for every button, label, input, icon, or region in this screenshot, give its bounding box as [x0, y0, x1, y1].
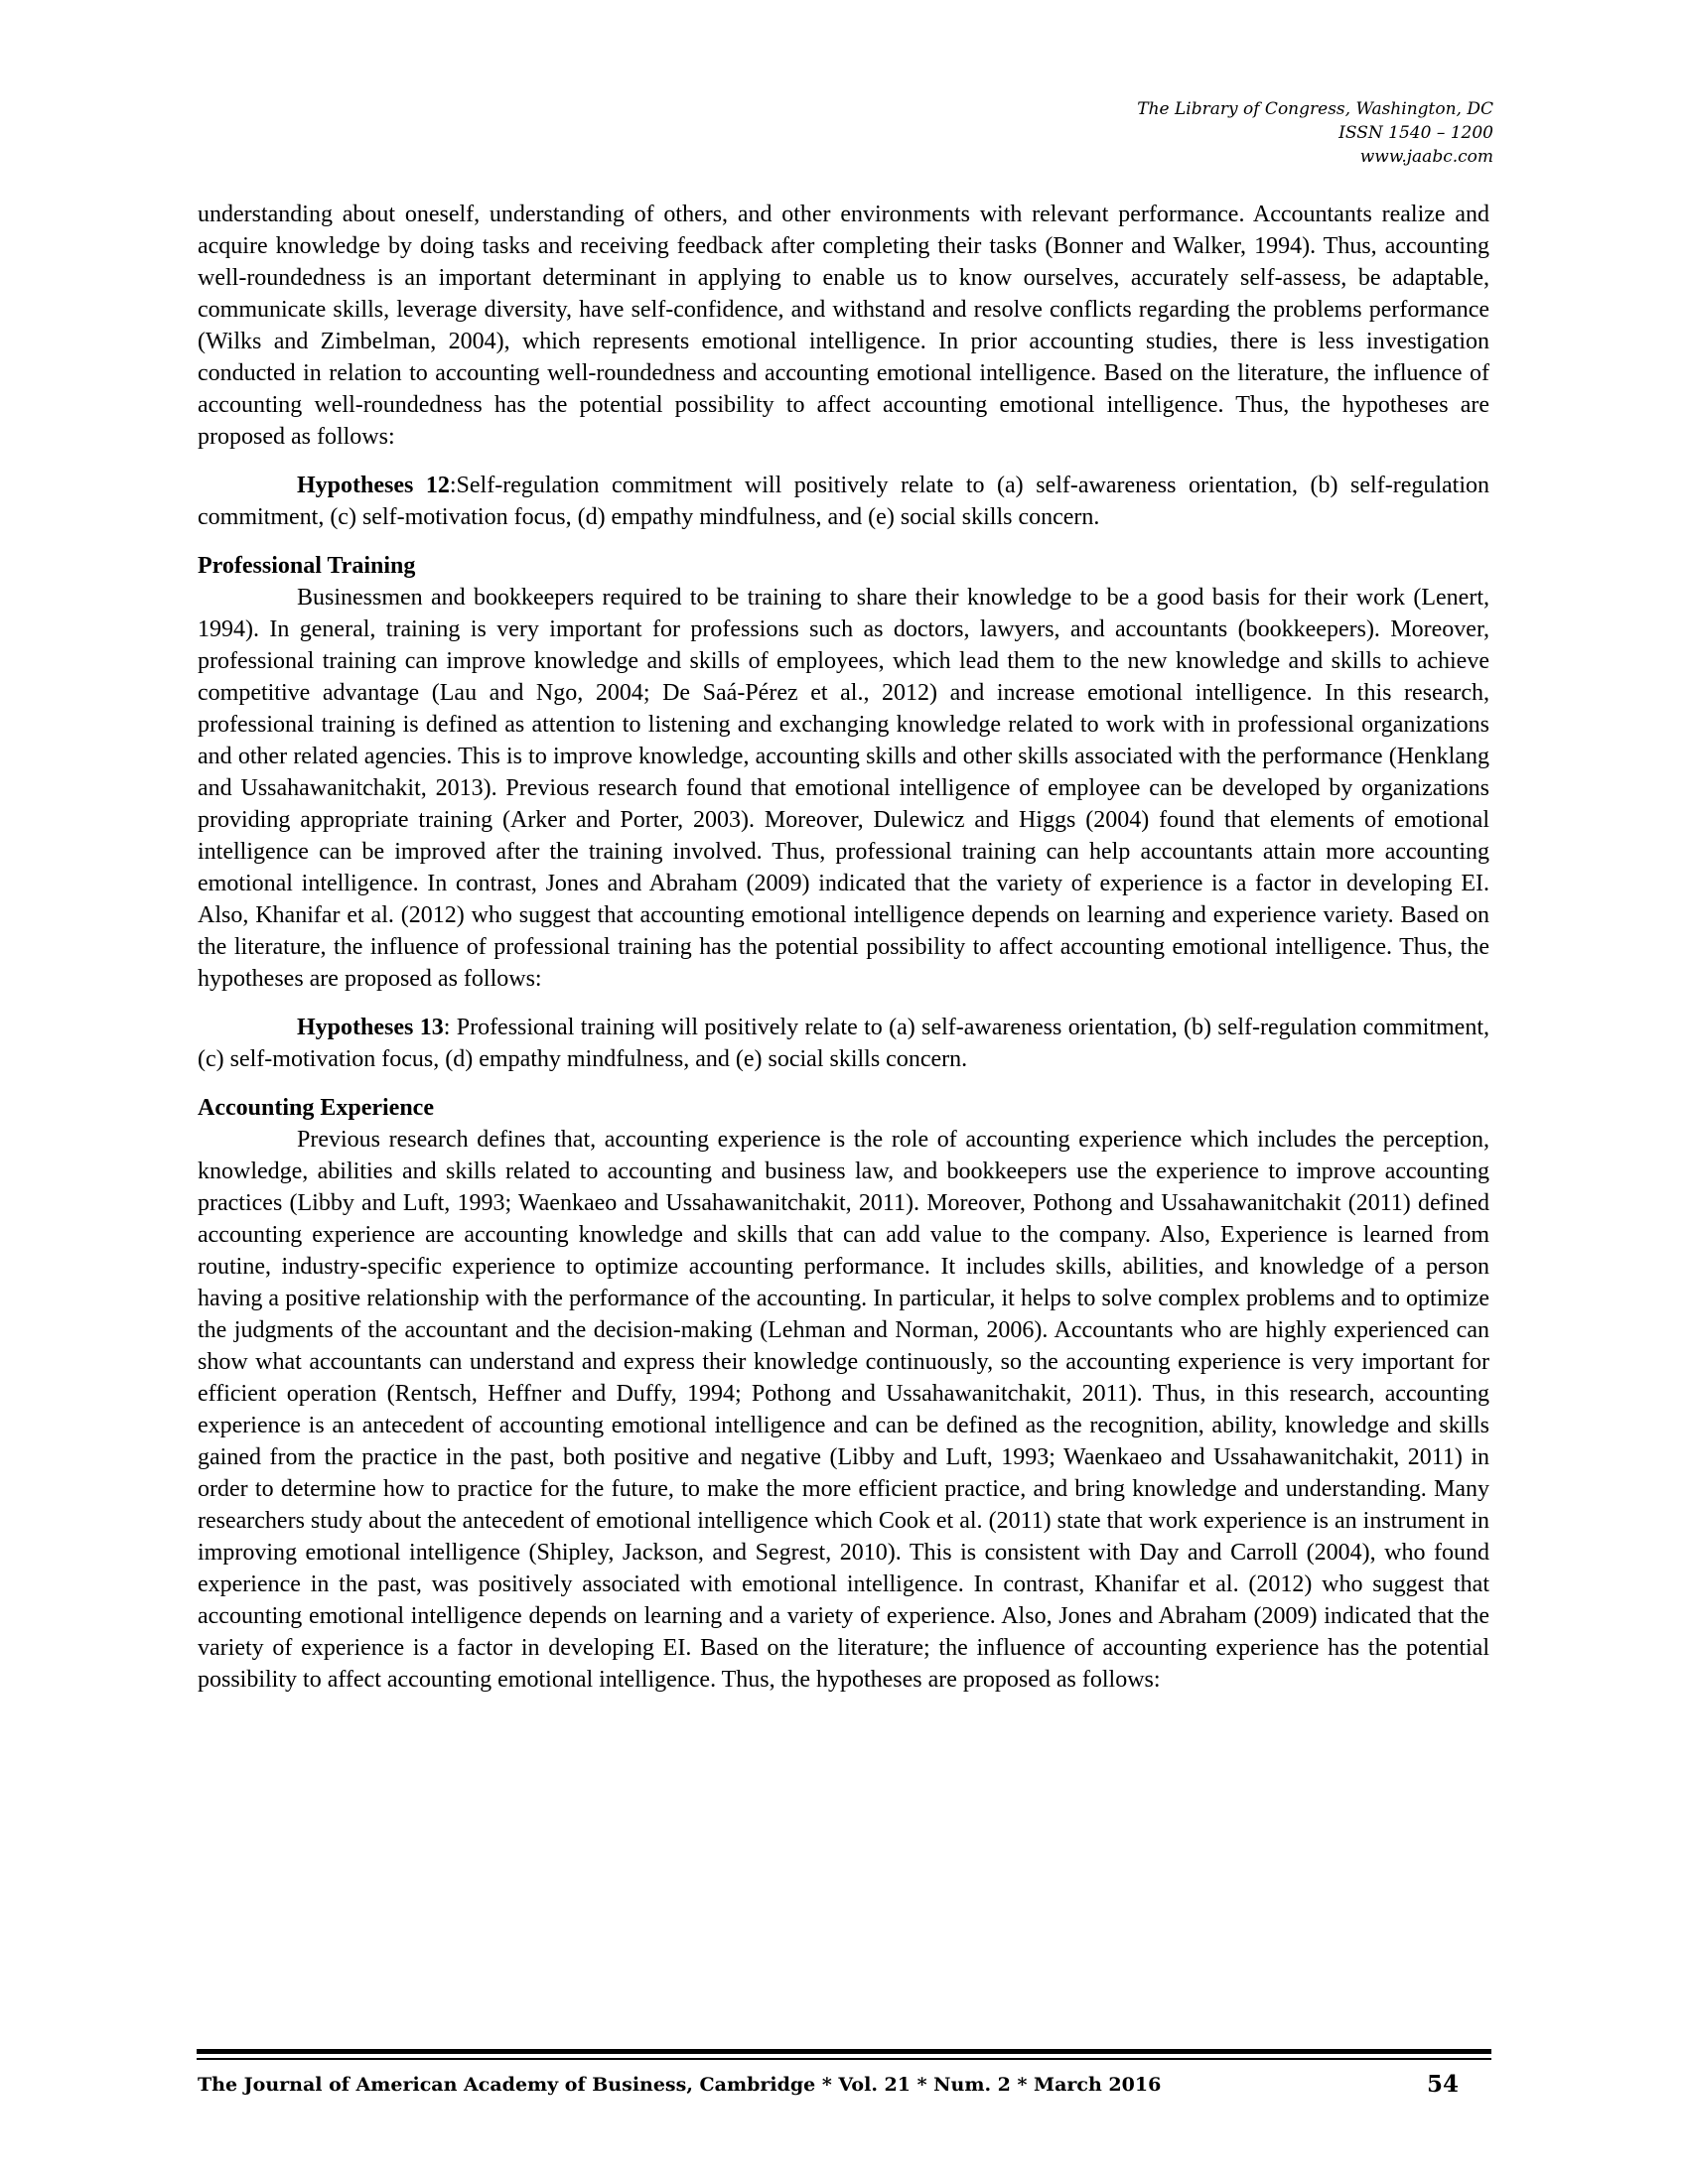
hypothesis-13: [198, 1012, 1489, 1075]
article-body: [198, 199, 1489, 1696]
hypothesis-12: [198, 470, 1489, 533]
hypothesis-12-label: Hypotheses 12: [297, 473, 450, 498]
header-issn: ISSN 1540 – 1200: [1338, 123, 1493, 143]
hypothesis-13-text: : Professional training will positively relate to (a) self-awareness orientation, (b) self-regulation commitment, (c) self-motivation focus, (d) empathy mindfulness, and (e) social skills concern.: [198, 1015, 1489, 1072]
running-header: [1137, 97, 1493, 169]
footer-divider: [197, 2049, 1491, 2060]
heading-accounting-experience: Accounting Experience: [198, 1095, 434, 1121]
hypothesis-12-text: :Self-regulation commitment will positively relate to (a) self-awareness orientation, (b) self-regulation commitment, (c) self-motivation focus, (d) empathy mindfulness, and (e) social skills concern.: [198, 473, 1489, 530]
paragraph-well-roundedness: understanding about oneself, understanding of others, and other environments with relevant performance. Accountants realize and acquire knowledge by doing tasks and receiving feedback after completing their tasks (Bonner and Walker, 1994). Thus, accounting well-roundedness is an important determinant in applying to enable us to know ourselves, accurately self-assess, be adaptable, communicate skills, leverage diversity, have self-confidence, and withstand and resolve conflicts regarding the problems performance (Wilks and Zimbelman, 2004), which represents emotional intelligence. In prior accounting studies, there is less investigation conducted in relation to accounting well-roundedness and accounting emotional intelligence. Based on the literature, the influence of accounting well-roundedness has the potential possibility to affect accounting emotional intelligence. Thus, the hypotheses are proposed as follows:: [198, 202, 1489, 450]
page-number: 54: [1427, 2071, 1460, 2098]
paragraph-accounting-experience: Previous research defines that, accounting experience is the role of accounting experience which includes the perception, knowledge, abilities and skills related to accounting and business law, and bookkeepers use the experience to improve accounting practices (Libby and Luft, 1993; Waenkaeo and Ussahawanitchakit, 2011). Moreover, Pothong and Ussahawanitchakit (2011) defined accounting experience are accounting knowledge and skills that can add value to the company. Also, Experience is learned from routine, industry-specific experience to optimize accounting performance. It includes skills, abilities, and knowledge of a person having a positive relationship with the performance of the accounting. In particular, it helps to solve complex problems and to optimize the judgments of the accountant and the decision-making (Lehman and Norman, 2006). Accountants who are highly experienced can show what accountants can understand and express their knowledge continuously, so the accounting experience is very important for efficient operation (Rentsch, Heffner and Duffy, 1994; Pothong and Ussahawanitchakit, 2011). Thus, in this research, accounting experience is an antecedent of accounting emotional intelligence and can be defined as the recognition, ability, knowledge and skills gained from the practice in the past, both positive and negative (Libby and Luft, 1993; Waenkaeo and Ussahawanitchakit, 2011) in order to determine how to practice for the future, to make the more efficient practice, and bring knowledge and understanding. Many researchers study about the antecedent of emotional intelligence which Cook et al. (2011) state that work experience is an instrument in improving emotional intelligence (Shipley, Jackson, and Segrest, 2010). This is consistent with Day and Carroll (2004), who found experience in the past, was positively associated with emotional intelligence. In contrast, Khanifar et al. (2012) who suggest that accounting emotional intelligence depends on learning and a variety of experience. Also, Jones and Abraham (2009) indicated that the variety of experience is a factor in developing EI. Based on the literature; the influence of accounting experience has the potential possibility to affect accounting emotional intelligence. Thus, the hypotheses are proposed as follows:: [198, 1127, 1489, 1693]
header-library: The Library of Congress, Washington, DC: [1137, 99, 1493, 119]
footer-journal-citation: The Journal of American Academy of Business, Cambridge * Vol. 21 * Num. 2 * March 2016: [198, 2074, 1162, 2096]
paragraph-professional-training: Businessmen and bookkeepers required to be training to share their knowledge to be a good basis for their work (Lenert, 1994). In general, training is very important for professions such as doctors, lawyers, and accountants (bookkeepers). Moreover, professional training can improve knowledge and skills of employees, which lead them to the new knowledge and skills to achieve competitive advantage (Lau and Ngo, 2004; De Saá-Pérez et al., 2012) and increase emotional intelligence. In this research, professional training is defined as attention to listening and exchanging knowledge related to work with in professional organizations and other related agencies. This is to improve knowledge, accounting skills and other skills associated with the performance (Henklang and Ussahawanitchakit, 2013). Previous research found that emotional intelligence of employee can be developed by organizations providing appropriate training (Arker and Porter, 2003). Moreover, Dulewicz and Higgs (2004) found that elements of emotional intelligence can be improved after the training involved. Thus, professional training can help accountants attain more accounting emotional intelligence. In contrast, Jones and Abraham (2009) indicated that the variety of experience is a factor in developing EI. Also, Khanifar et al. (2012) who suggest that accounting emotional intelligence depends on learning and experience variety. Based on the literature, the influence of professional training has the potential possibility to affect accounting emotional intelligence. Thus, the hypotheses are proposed as follows:: [198, 585, 1489, 992]
heading-professional-training: Professional Training: [198, 553, 416, 579]
header-website: www.jaabc.com: [1359, 147, 1493, 167]
hypothesis-13-label: Hypotheses 13: [297, 1015, 444, 1040]
